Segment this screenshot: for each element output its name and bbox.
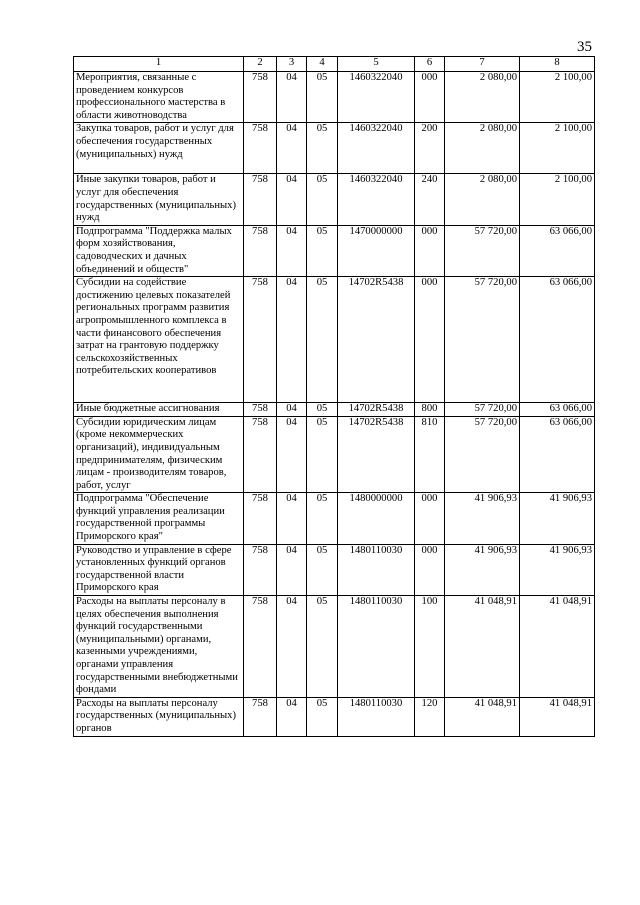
row-subsection-code: 05 bbox=[307, 697, 338, 736]
row-section-code: 04 bbox=[277, 493, 307, 544]
row-amount-col7: 57 720,00 bbox=[445, 277, 520, 403]
row-ministry-code: 758 bbox=[244, 544, 277, 595]
row-target-code: 14702R5438 bbox=[338, 416, 415, 493]
table-row bbox=[74, 403, 595, 417]
header-col-6: 6 bbox=[415, 57, 445, 72]
row-amount-col7: 2 080,00 bbox=[445, 123, 520, 174]
row-section-code: 04 bbox=[277, 72, 307, 123]
page-number: 35 bbox=[577, 39, 592, 55]
row-subsection-code: 05 bbox=[307, 123, 338, 174]
row-section-code: 04 bbox=[277, 416, 307, 493]
row-name: Расходы на выплаты персоналу в целях обеспечения выполнения функций государственными (муниципальными) органами, казенными учреждениями, органами управления государственными внебюджетными фондами bbox=[74, 596, 244, 698]
row-target-code: 1480110030 bbox=[338, 596, 415, 698]
row-amount-col8: 41 906,93 bbox=[520, 544, 595, 595]
row-section-code: 04 bbox=[277, 697, 307, 736]
row-expense-type: 240 bbox=[415, 174, 445, 225]
row-amount-col8: 63 066,00 bbox=[520, 277, 595, 403]
table-row bbox=[74, 416, 595, 493]
row-name: Закупка товаров, работ и услуг для обеспечения государственных (муниципальных) нужд bbox=[74, 123, 244, 174]
row-expense-type: 000 bbox=[415, 544, 445, 595]
row-ministry-code: 758 bbox=[244, 493, 277, 544]
row-amount-col8: 2 100,00 bbox=[520, 174, 595, 225]
row-name: Расходы на выплаты персоналу государственных (муниципальных) органов bbox=[74, 697, 244, 736]
row-amount-col7: 57 720,00 bbox=[445, 225, 520, 276]
header-col-5: 5 bbox=[338, 57, 415, 72]
row-subsection-code: 05 bbox=[307, 225, 338, 276]
row-subsection-code: 05 bbox=[307, 493, 338, 544]
row-ministry-code: 758 bbox=[244, 123, 277, 174]
table-row bbox=[74, 544, 595, 595]
row-amount-col8: 63 066,00 bbox=[520, 403, 595, 417]
row-name: Субсидии юридическим лицам (кроме некоммерческих организаций), индивидуальным предпринимателям, физическим лицам - производителям товаров, работ, услуг bbox=[74, 416, 244, 493]
header-col-1: 1 bbox=[74, 57, 244, 72]
table-row bbox=[74, 277, 595, 403]
row-subsection-code: 05 bbox=[307, 596, 338, 698]
row-target-code: 1470000000 bbox=[338, 225, 415, 276]
table-row bbox=[74, 123, 595, 174]
row-amount-col7: 41 048,91 bbox=[445, 697, 520, 736]
row-target-code: 1480110030 bbox=[338, 697, 415, 736]
row-target-code: 14702R5438 bbox=[338, 277, 415, 403]
row-name: Иные закупки товаров, работ и услуг для обеспечения государственных (муниципальных) нужд bbox=[74, 174, 244, 225]
row-name: Иные бюджетные ассигнования bbox=[74, 403, 244, 417]
header-col-4: 4 bbox=[307, 57, 338, 72]
row-ministry-code: 758 bbox=[244, 403, 277, 417]
row-name: Мероприятия, связанные с проведением конкурсов профессионального мастерства в области животноводства bbox=[74, 72, 244, 123]
row-ministry-code: 758 bbox=[244, 174, 277, 225]
row-name: Субсидии на содействие достижению целевых показателей региональных программ развития агропромышленного комплекса в части финансового обеспечения затрат на грантовую поддержку сельскохозяйственных потребительских кооперативов bbox=[74, 277, 244, 403]
row-target-code: 1460322040 bbox=[338, 174, 415, 225]
row-expense-type: 000 bbox=[415, 493, 445, 544]
row-amount-col7: 57 720,00 bbox=[445, 416, 520, 493]
row-amount-col7: 2 080,00 bbox=[445, 72, 520, 123]
row-expense-type: 120 bbox=[415, 697, 445, 736]
header-col-7: 7 bbox=[445, 57, 520, 72]
row-section-code: 04 bbox=[277, 123, 307, 174]
row-subsection-code: 05 bbox=[307, 277, 338, 403]
row-subsection-code: 05 bbox=[307, 544, 338, 595]
row-amount-col7: 41 048,91 bbox=[445, 596, 520, 698]
row-name: Подпрограмма "Поддержка малых форм хозяйствования, садоводческих и дачных объединений и обществ" bbox=[74, 225, 244, 276]
row-amount-col8: 63 066,00 bbox=[520, 416, 595, 493]
row-amount-col8: 41 048,91 bbox=[520, 596, 595, 698]
row-ministry-code: 758 bbox=[244, 416, 277, 493]
row-ministry-code: 758 bbox=[244, 596, 277, 698]
header-row bbox=[74, 57, 595, 72]
header-col-8: 8 bbox=[520, 57, 595, 72]
row-section-code: 04 bbox=[277, 544, 307, 595]
row-target-code: 1480000000 bbox=[338, 493, 415, 544]
header-col-3: 3 bbox=[277, 57, 307, 72]
row-amount-col8: 2 100,00 bbox=[520, 123, 595, 174]
row-expense-type: 000 bbox=[415, 277, 445, 403]
row-section-code: 04 bbox=[277, 174, 307, 225]
row-ministry-code: 758 bbox=[244, 277, 277, 403]
table-row bbox=[74, 493, 595, 544]
row-amount-col7: 41 906,93 bbox=[445, 493, 520, 544]
row-subsection-code: 05 bbox=[307, 416, 338, 493]
row-target-code: 1480110030 bbox=[338, 544, 415, 595]
row-section-code: 04 bbox=[277, 225, 307, 276]
row-ministry-code: 758 bbox=[244, 72, 277, 123]
header-col-2: 2 bbox=[244, 57, 277, 72]
row-subsection-code: 05 bbox=[307, 403, 338, 417]
row-amount-col8: 63 066,00 bbox=[520, 225, 595, 276]
row-subsection-code: 05 bbox=[307, 72, 338, 123]
row-section-code: 04 bbox=[277, 403, 307, 417]
row-section-code: 04 bbox=[277, 277, 307, 403]
row-expense-type: 800 bbox=[415, 403, 445, 417]
row-target-code: 1460322040 bbox=[338, 72, 415, 123]
row-expense-type: 000 bbox=[415, 225, 445, 276]
row-amount-col7: 41 906,93 bbox=[445, 544, 520, 595]
row-expense-type: 200 bbox=[415, 123, 445, 174]
row-subsection-code: 05 bbox=[307, 174, 338, 225]
budget-table bbox=[73, 56, 595, 737]
table-row bbox=[74, 596, 595, 698]
row-expense-type: 000 bbox=[415, 72, 445, 123]
row-expense-type: 100 bbox=[415, 596, 445, 698]
row-name: Подпрограмма "Обеспечение функций управления реализации государственной программы Приморского края" bbox=[74, 493, 244, 544]
row-target-code: 1460322040 bbox=[338, 123, 415, 174]
row-ministry-code: 758 bbox=[244, 697, 277, 736]
table-row bbox=[74, 697, 595, 736]
row-amount-col8: 2 100,00 bbox=[520, 72, 595, 123]
row-amount-col7: 2 080,00 bbox=[445, 174, 520, 225]
row-amount-col8: 41 048,91 bbox=[520, 697, 595, 736]
table-row bbox=[74, 174, 595, 225]
row-amount-col7: 57 720,00 bbox=[445, 403, 520, 417]
table-row bbox=[74, 72, 595, 123]
row-ministry-code: 758 bbox=[244, 225, 277, 276]
table-row bbox=[74, 225, 595, 276]
row-section-code: 04 bbox=[277, 596, 307, 698]
row-name: Руководство и управление в сфере установленных функций органов государственной власти Приморского края bbox=[74, 544, 244, 595]
row-target-code: 14702R5438 bbox=[338, 403, 415, 417]
row-expense-type: 810 bbox=[415, 416, 445, 493]
row-amount-col8: 41 906,93 bbox=[520, 493, 595, 544]
